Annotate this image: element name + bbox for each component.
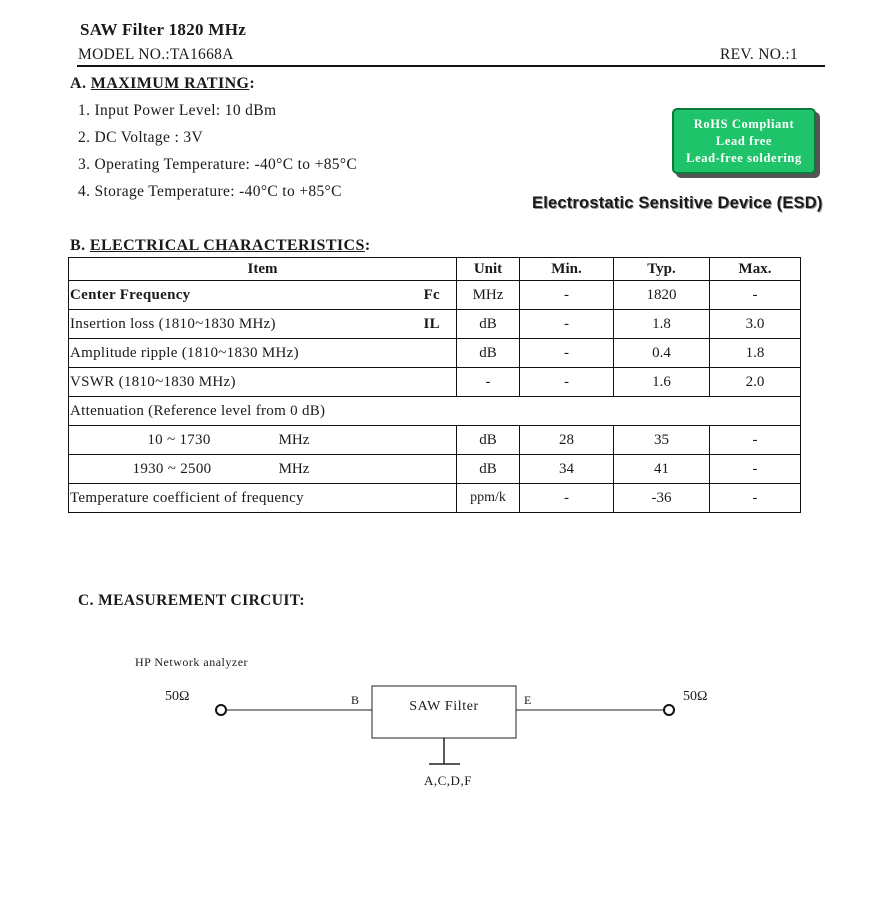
unit-cell: dB	[457, 426, 520, 455]
section-b-title: ELECTRICAL CHARACTERISTICS	[89, 237, 365, 254]
min-cell: 34	[520, 455, 614, 484]
header-typ: Typ.	[614, 258, 710, 281]
rohs-line: Lead-free soldering	[686, 150, 802, 165]
unit-cell: MHz	[457, 281, 520, 310]
max-cell: -	[710, 281, 801, 310]
max-cell: -	[710, 426, 801, 455]
item-label: Temperature coefficient of frequency	[70, 489, 304, 506]
item-label: Center Frequency	[70, 286, 191, 303]
unit-cell: dB	[457, 339, 520, 368]
min-cell: -	[520, 339, 614, 368]
header-min: Min.	[520, 258, 614, 281]
unit-cell: dB	[457, 310, 520, 339]
saw-filter-label: SAW Filter	[409, 699, 479, 714]
rating-item: 3. Operating Temperature: -40°C to +85°C	[78, 156, 358, 173]
header-unit: Unit	[457, 258, 520, 281]
analyzer-label: HP Network analyzer	[135, 655, 249, 669]
right-port-terminal	[664, 705, 674, 715]
unit-cell: ppm/k	[457, 484, 520, 513]
header-item: Item	[69, 258, 457, 281]
item-label: VSWR (1810~1830 MHz)	[70, 373, 236, 390]
left-pin-label: B	[351, 693, 360, 707]
typ-cell: -36	[614, 484, 710, 513]
right-pin-label: E	[524, 693, 532, 707]
rating-item: 1. Input Power Level: 10 dBm	[78, 102, 277, 119]
left-impedance: 50Ω	[165, 689, 190, 704]
max-cell: 2.0	[710, 368, 801, 397]
section-a-prefix: A.	[70, 75, 87, 92]
min-cell: -	[520, 310, 614, 339]
header-max: Max.	[710, 258, 801, 281]
max-cell: -	[710, 455, 801, 484]
item-label: Insertion loss (1810~1830 MHz)	[70, 315, 276, 332]
typ-cell: 1820	[614, 281, 710, 310]
section-b-suffix: :	[364, 237, 371, 254]
typ-cell: 1.8	[614, 310, 710, 339]
min-cell: -	[520, 368, 614, 397]
item-symbol: IL	[423, 315, 440, 332]
rating-item: 2. DC Voltage : 3V	[78, 129, 203, 146]
range-unit: MHz	[278, 460, 310, 477]
esd-label: Electrostatic Sensitive Device (ESD)	[532, 194, 823, 212]
unit-cell: -	[457, 368, 520, 397]
min-cell: -	[520, 281, 614, 310]
section-b-prefix: B.	[70, 237, 86, 254]
typ-cell: 0.4	[614, 339, 710, 368]
min-cell: -	[520, 484, 614, 513]
rohs-line: RoHS Compliant	[693, 116, 795, 131]
rohs-line: Lead free	[715, 133, 773, 148]
typ-cell: 1.6	[614, 368, 710, 397]
revision-number: REV. NO.:1	[720, 46, 799, 63]
section-c-heading: C. MEASUREMENT CIRCUIT:	[78, 592, 305, 609]
left-port-terminal	[216, 705, 226, 715]
document-title: SAW Filter 1820 MHz	[80, 20, 247, 39]
section-a-title: MAXIMUM RATING	[90, 75, 250, 92]
item-symbol: Fc	[423, 286, 440, 303]
right-impedance: 50Ω	[683, 689, 708, 704]
attenuation-label: Attenuation (Reference level from 0 dB)	[70, 402, 326, 419]
max-cell: 1.8	[710, 339, 801, 368]
model-number: MODEL NO.:TA1668A	[78, 46, 234, 63]
max-cell: 3.0	[710, 310, 801, 339]
max-cell: -	[710, 484, 801, 513]
range-value: 10 ~ 1730	[147, 431, 211, 448]
typ-cell: 35	[614, 426, 710, 455]
ground-pins-label: A,C,D,F	[424, 773, 472, 788]
item-label: Amplitude ripple (1810~1830 MHz)	[70, 344, 299, 361]
range-unit: MHz	[278, 431, 310, 448]
rating-item: 4. Storage Temperature: -40°C to +85°C	[78, 183, 342, 200]
range-value: 1930 ~ 2500	[132, 460, 212, 477]
section-a-suffix: :	[249, 75, 256, 92]
min-cell: 28	[520, 426, 614, 455]
typ-cell: 41	[614, 455, 710, 484]
unit-cell: dB	[457, 455, 520, 484]
